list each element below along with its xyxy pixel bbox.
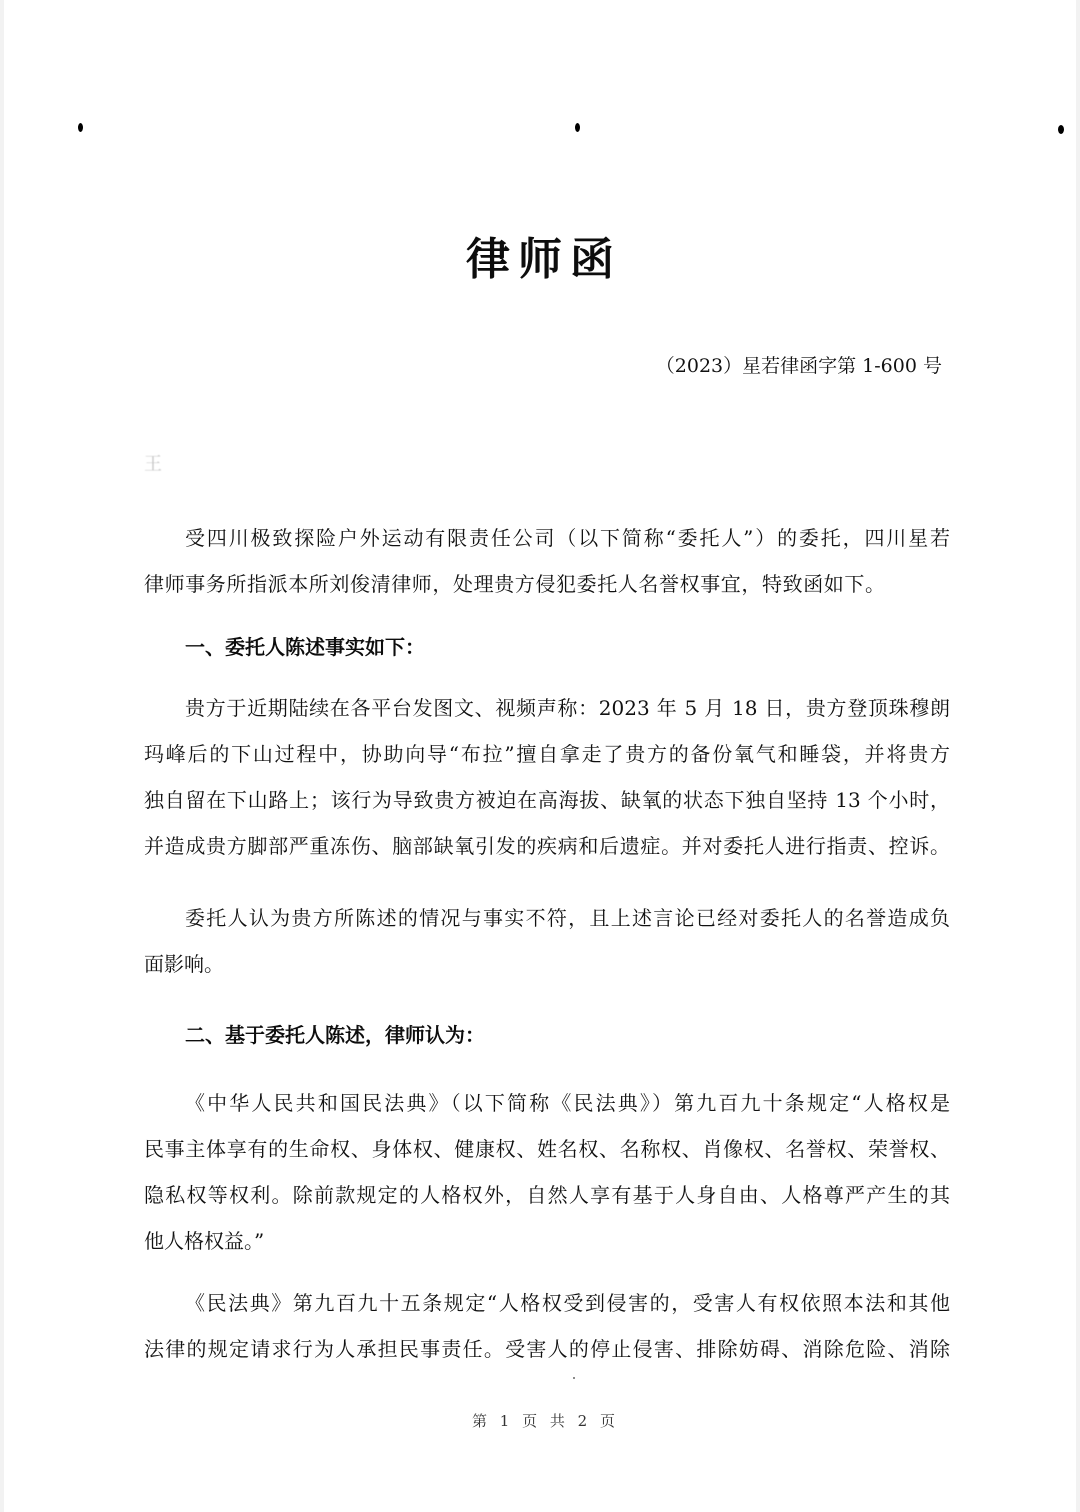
binding-hole-mark <box>1058 125 1064 134</box>
paragraph-line: 隐私权等权利。除前款规定的人格权外，自然人享有基于人身自由、人格尊严产生的其 <box>144 1183 950 1207</box>
recipient-name: 王 <box>144 454 162 475</box>
binding-hole-mark <box>78 123 83 132</box>
paragraph-line: 玛峰后的下山过程中，协助向导“布拉”擅自拿走了贵方的备份氧气和睡袋，并将贵方 <box>144 742 950 766</box>
paragraph-line: 法律的规定请求行为人承担民事责任。受害人的停止侵害、排除妨碍、消除危险、消除 <box>144 1337 950 1361</box>
section-heading-2: 二、基于委托人陈述，律师认为： <box>185 1023 485 1047</box>
paragraph-line: 委托人认为贵方所陈述的情况与事实不符，且上述言论已经对委托人的名誉造成负 <box>185 906 950 930</box>
page-indicator: 第 1 页 共 2 页 <box>472 1412 616 1430</box>
facts-paragraph <box>144 685 950 869</box>
paragraph-line: 面影响。 <box>144 952 224 976</box>
paragraph-line: 独自留在下山路上；该行为导致贵方被迫在高海拔、缺氧的状态下独自坚持 13 个小时， <box>144 788 950 812</box>
document-title: 律师函 <box>466 234 622 285</box>
paragraph-line: 受四川极致探险户外运动有限责任公司（以下简称“委托人”）的委托，四川星若 <box>185 526 950 550</box>
paragraph-line: 《民法典》第九百九十五条规定“人格权受到侵害的，受害人有权依照本法和其他 <box>185 1291 950 1315</box>
document-number: （2023）星若律函字第 1-600 号 <box>655 355 942 377</box>
civil-code-990-paragraph <box>144 1080 950 1264</box>
paragraph-line: 律师事务所指派本所刘俊清律师，处理贵方侵犯委托人名誉权事宜，特致函如下。 <box>144 572 886 596</box>
intro-paragraph <box>144 515 950 607</box>
paragraph-line: 他人格权益。” <box>144 1229 265 1253</box>
paragraph-line: 民事主体享有的生命权、身体权、健康权、姓名权、名称权、肖像权、名誉权、荣誉权、 <box>144 1137 950 1161</box>
paragraph-line: 并造成贵方脚部严重冻伤、脑部缺氧引发的疾病和后遗症。并对委托人进行指责、控诉。 <box>144 834 950 858</box>
civil-code-995-paragraph <box>144 1280 950 1372</box>
section-heading-1: 一、委托人陈述事实如下： <box>185 635 425 659</box>
scan-speck <box>573 1377 575 1379</box>
paragraph-line: 贵方于近期陆续在各平台发图文、视频声称：2023 年 5 月 18 日，贵方登顶珠穆朗 <box>185 696 950 720</box>
paragraph-line: 《中华人民共和国民法典》（以下简称《民法典》）第九百九十条规定“人格权是 <box>185 1091 950 1115</box>
client-position-paragraph <box>144 895 950 987</box>
binding-hole-mark <box>575 123 580 132</box>
